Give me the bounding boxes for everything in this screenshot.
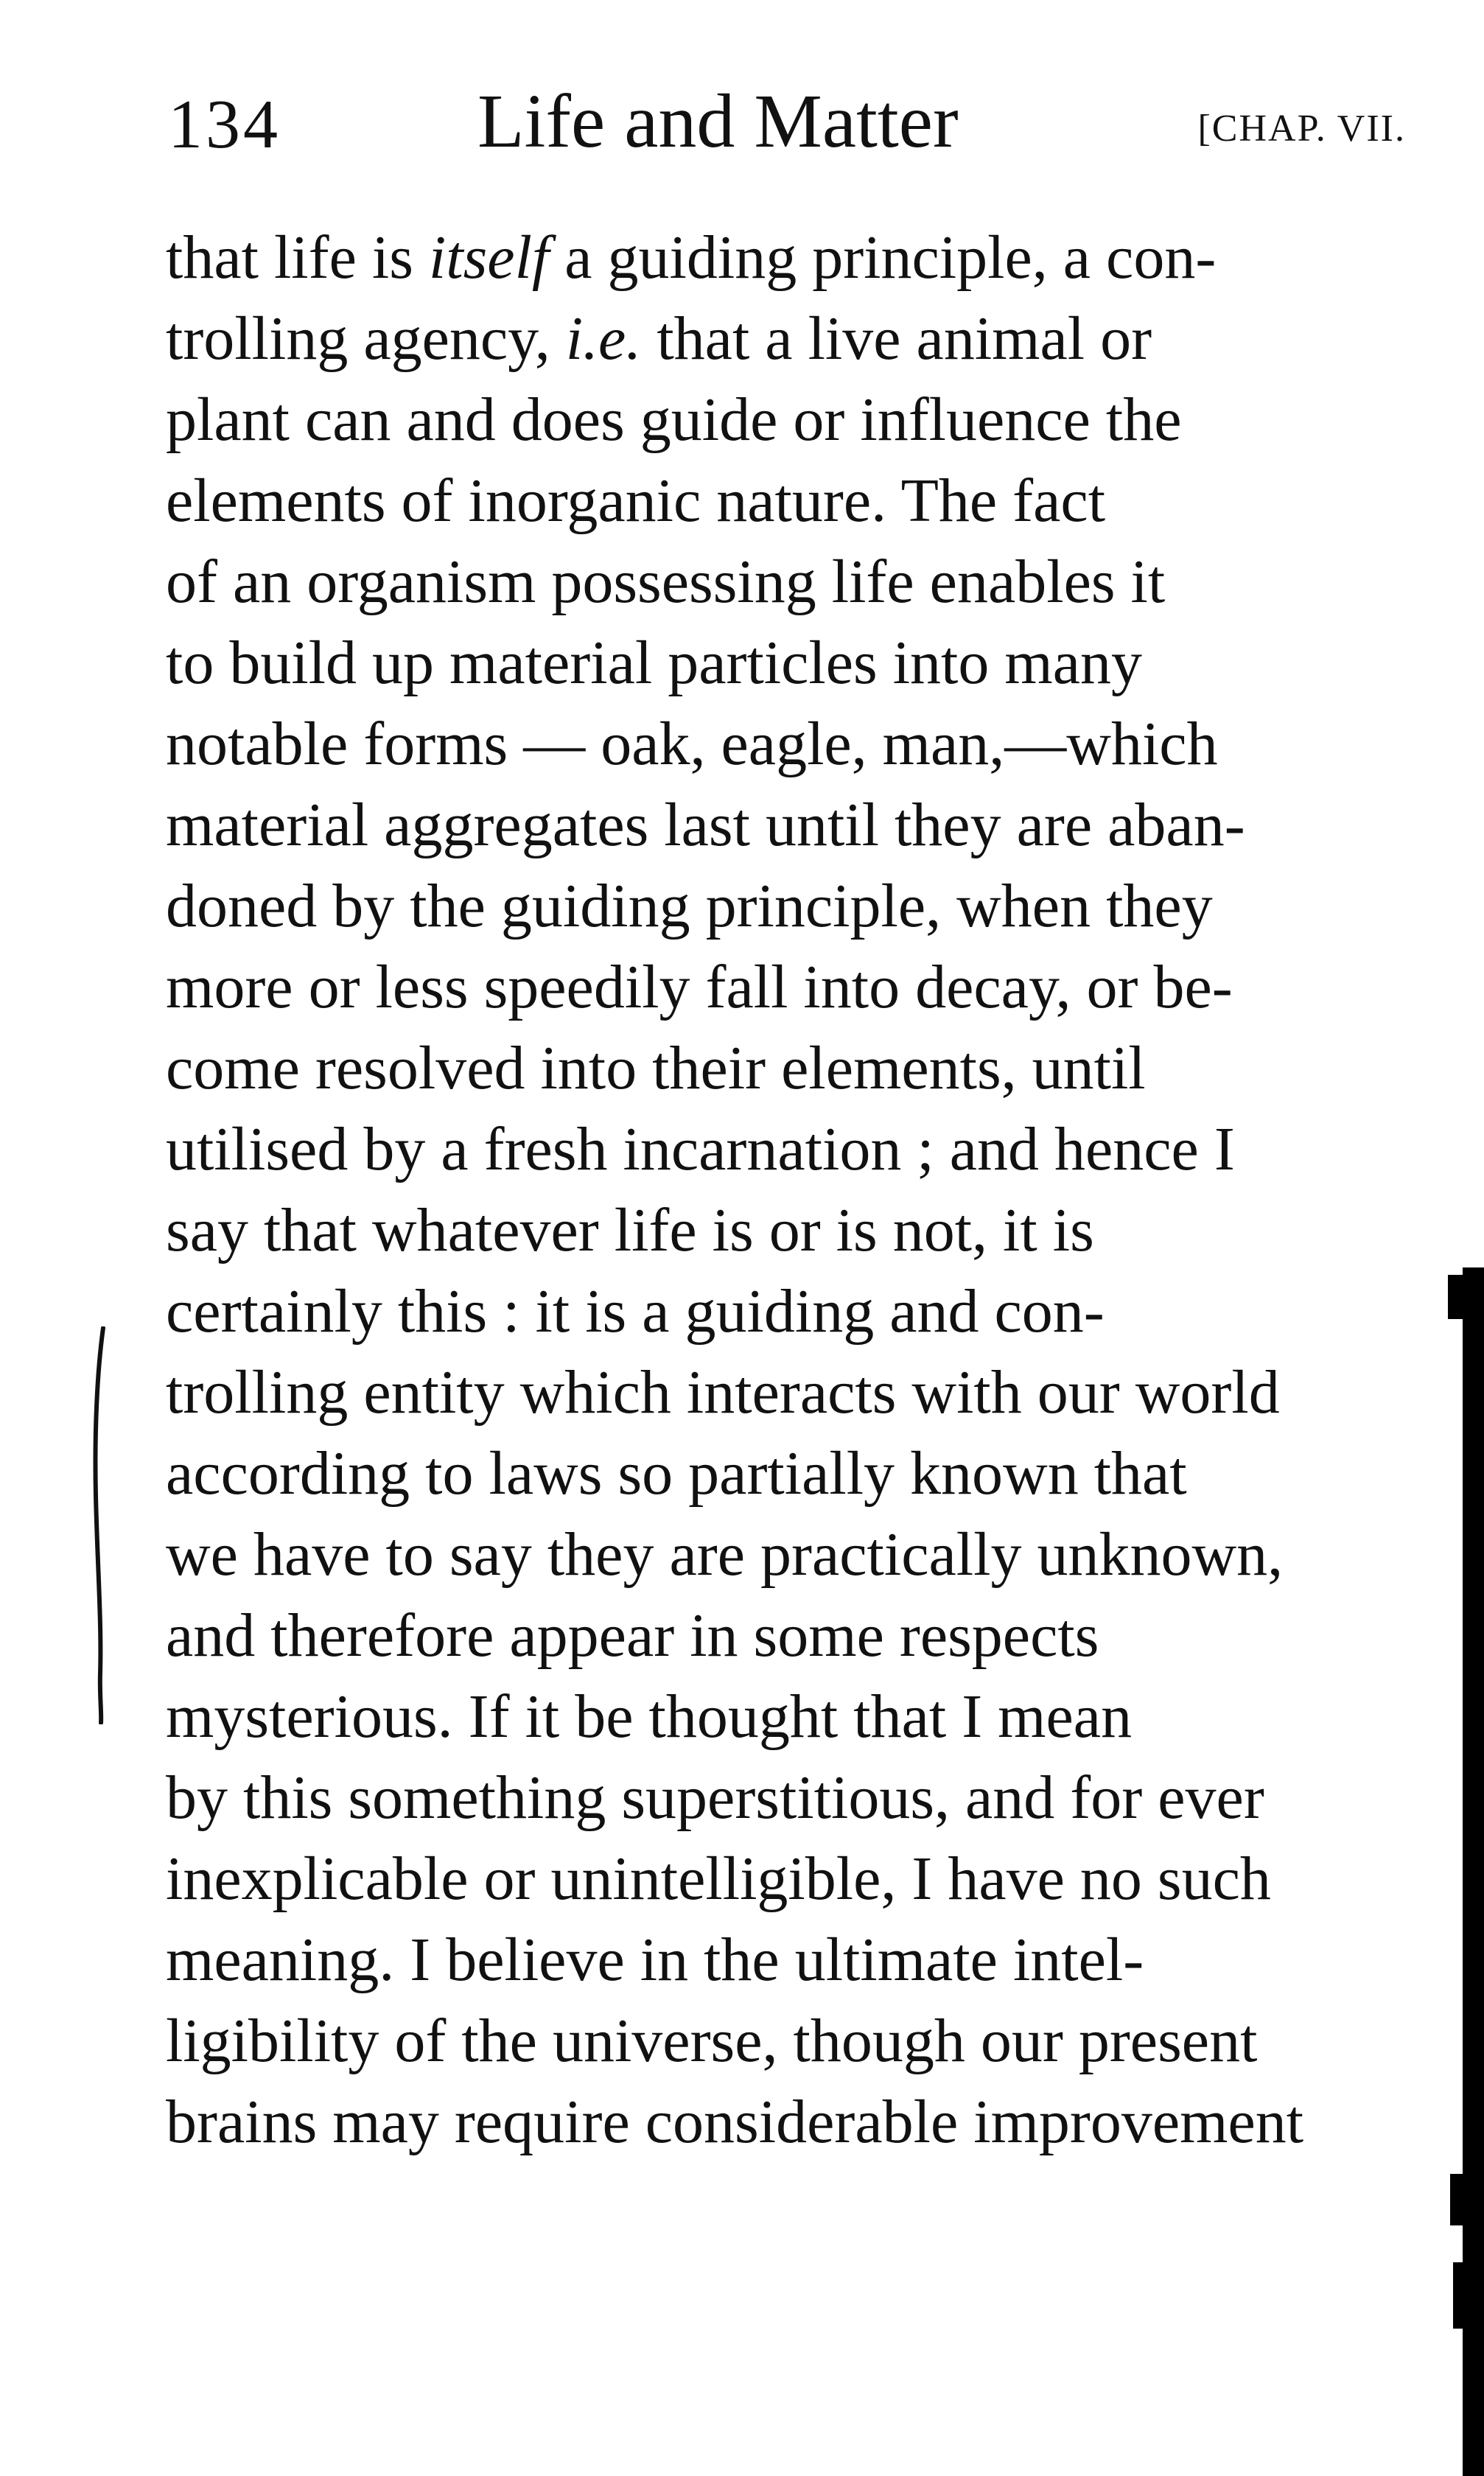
text-line	[166, 704, 1398, 785]
text-line	[166, 1433, 1398, 1514]
text-segment: plant can and does guide or influence the	[166, 385, 1182, 454]
chapter-reference: [CHAP. VII.	[1197, 108, 1406, 150]
text-segment: material aggregates last until they are aban-	[166, 791, 1245, 859]
text-line	[166, 1676, 1398, 1758]
text-segment: a guiding principle, a con-	[549, 223, 1217, 292]
text-segment: more or less speedily fall into decay, or be-	[166, 953, 1233, 1021]
text-segment: according to laws so partially known that	[166, 1439, 1187, 1508]
text-segment: utilised by a fresh incarnation ; and hence I	[166, 1115, 1235, 1183]
running-header	[168, 77, 1406, 173]
text-segment: by this something superstitious, and for ever	[166, 1763, 1264, 1832]
text-line	[166, 298, 1398, 380]
text-line	[166, 542, 1398, 623]
text-segment: trolling agency,	[166, 304, 566, 373]
text-segment: ligibility of the universe, though our present	[166, 2007, 1258, 2075]
italic-term: itself	[428, 223, 550, 292]
text-segment: notable forms — oak, eagle, man,—which	[166, 710, 1218, 778]
text-segment: to build up material particles into many	[166, 629, 1143, 697]
running-title: Life and Matter	[477, 79, 959, 164]
text-segment: doned by the guiding principle, when they	[166, 872, 1213, 940]
text-segment: mysterious. If it be thought that I mean	[166, 1682, 1133, 1751]
text-segment: meaning. I believe in the ultimate intel-	[166, 1926, 1144, 1994]
text-line	[166, 947, 1398, 1028]
text-line	[166, 1595, 1398, 1676]
text-segment: inexplicable or unintelligible, I have no such	[166, 1844, 1271, 1913]
margin-pencil-mark	[87, 1326, 116, 1724]
text-segment: of an organism possessing life enables it	[166, 548, 1166, 616]
text-line	[166, 2001, 1398, 2082]
text-line	[166, 1190, 1398, 1271]
scan-edge-notch	[1453, 2262, 1463, 2329]
text-segment: that a live animal or	[641, 304, 1152, 373]
body-text	[166, 217, 1398, 2163]
scan-edge-notch	[1450, 2174, 1463, 2225]
text-segment: we have to say they are practically unknown,	[166, 1520, 1284, 1589]
italic-term: i.e.	[565, 304, 642, 373]
text-segment: trolling entity which interacts with our world	[166, 1358, 1280, 1427]
text-line	[166, 217, 1398, 298]
text-line	[166, 2082, 1398, 2163]
text-segment: elements of inorganic nature. The fact	[166, 466, 1106, 535]
text-line	[166, 461, 1398, 542]
text-line	[166, 785, 1398, 866]
text-segment: come resolved into their elements, until	[166, 1034, 1146, 1102]
text-line	[166, 623, 1398, 704]
text-line	[166, 866, 1398, 947]
text-segment: and therefore appear in some respects	[166, 1601, 1099, 1670]
text-segment: say that whatever life is or is not, it is	[166, 1196, 1094, 1265]
text-line	[166, 1109, 1398, 1190]
text-segment: that life is	[166, 223, 429, 292]
page-number: 134	[168, 86, 281, 163]
text-line	[166, 1514, 1398, 1595]
scan-edge-shadow	[1463, 1267, 1484, 2476]
text-line	[166, 1271, 1398, 1352]
text-segment: brains may require considerable improvement	[166, 2088, 1304, 2156]
text-line	[166, 1352, 1398, 1433]
text-line	[166, 1839, 1398, 1920]
scan-edge-notch	[1448, 1275, 1464, 1319]
text-line	[166, 1028, 1398, 1109]
text-line	[166, 380, 1398, 461]
text-line	[166, 1920, 1398, 2001]
text-line	[166, 1758, 1398, 1839]
text-segment: certainly this : it is a guiding and con-	[166, 1277, 1105, 1346]
